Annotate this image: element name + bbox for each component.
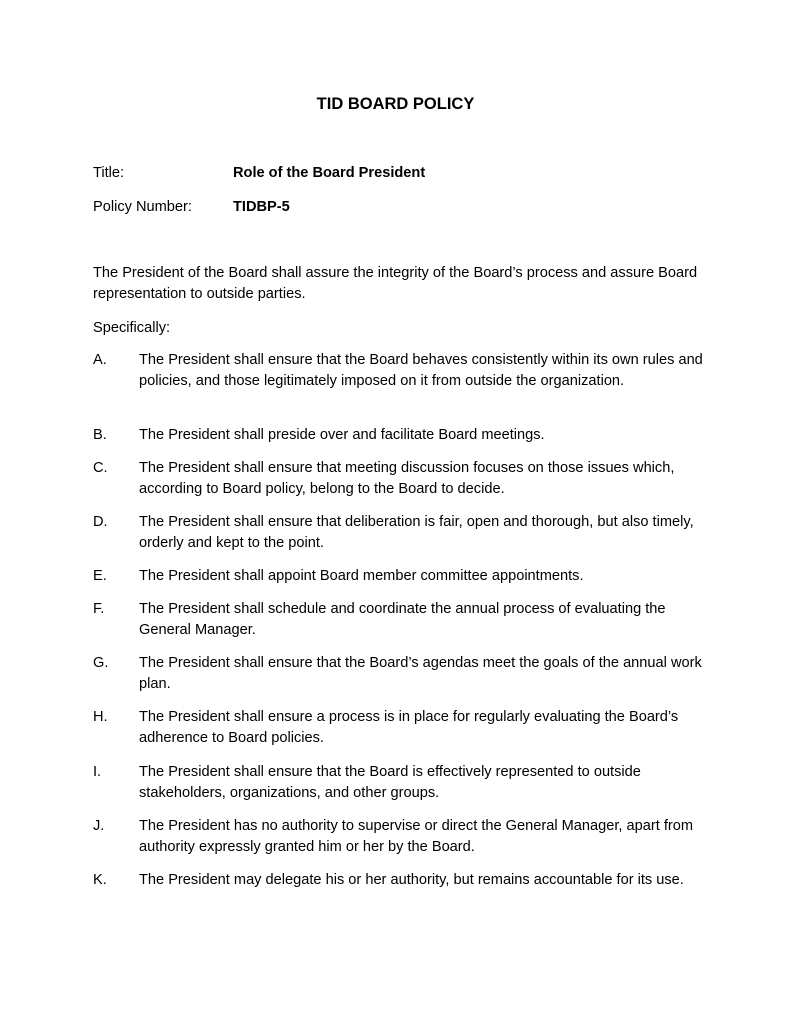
list-item-letter: H.	[93, 709, 108, 725]
list-item-letter: D.	[93, 514, 108, 530]
list-item-k	[93, 870, 703, 891]
list-item-text: The President shall ensure that meeting discussion focuses on those issues which, according to Board policy, belong to the Board to decide.	[139, 460, 675, 497]
list-item-text: The President shall ensure that the Board’s agendas meet the goals of the annual work plan.	[139, 655, 702, 692]
list-item-text: The President shall ensure that the Board behaves consistently within its own rules and policies, and those legitimately imposed on it from outside the organization.	[139, 352, 703, 389]
list-item-i	[93, 762, 703, 804]
list-item-letter: A.	[93, 352, 107, 368]
list-item-c	[93, 458, 703, 500]
policy-number-row	[93, 198, 290, 216]
list-item-f	[93, 599, 703, 641]
list-item-text: The President shall preside over and facilitate Board meetings.	[139, 427, 545, 443]
list-item-letter: G.	[93, 655, 109, 671]
title-label: Title:	[93, 165, 125, 181]
list-item-j	[93, 816, 703, 858]
title-row	[93, 164, 425, 182]
policy-number-value: TIDBP-5	[233, 199, 290, 215]
policy-number-label: Policy Number:	[93, 199, 192, 215]
list-item-text: The President shall schedule and coordinate the annual process of evaluating the General Manager.	[139, 601, 666, 638]
list-item-letter: E.	[93, 568, 107, 584]
list-item-letter: B.	[93, 427, 107, 443]
title-value: Role of the Board President	[233, 165, 426, 181]
list-item-h	[93, 707, 703, 749]
specifically-label: Specifically:	[93, 320, 171, 336]
list-item-g	[93, 653, 703, 695]
list-item-d	[93, 512, 703, 554]
list-item-text: The President may delegate his or her authority, but remains accountable for its use.	[139, 872, 684, 888]
list-item-text: The President shall ensure that the Board is effectively represented to outside stakeholders, organizations, and other groups.	[139, 764, 641, 801]
document-title: TID BOARD POLICY	[316, 95, 475, 113]
intro-paragraph: The President of the Board shall assure the integrity of the Board’s process and assure Board representation to outside parties.	[93, 265, 698, 302]
list-item-text: The President shall ensure that deliberation is fair, open and thorough, but also timely, orderly and kept to the point.	[139, 514, 694, 551]
list-item-letter: K.	[93, 872, 107, 888]
list-item-letter: C.	[93, 460, 108, 476]
list-item-b	[93, 425, 703, 446]
list-item-text: The President shall ensure a process is in place for regularly evaluating the Board’s adherence to Board policies.	[139, 709, 679, 746]
list-item-letter: I.	[93, 764, 102, 780]
list-item-text: The President has no authority to supervise or direct the General Manager, apart from authority expressly granted him or her by the Board.	[139, 818, 694, 855]
list-item-a	[93, 350, 703, 392]
list-item-e	[93, 566, 703, 587]
list-item-letter: F.	[93, 601, 105, 617]
list-item-text: The President shall appoint Board member committee appointments.	[139, 568, 584, 584]
list-item-letter: J.	[93, 818, 105, 834]
